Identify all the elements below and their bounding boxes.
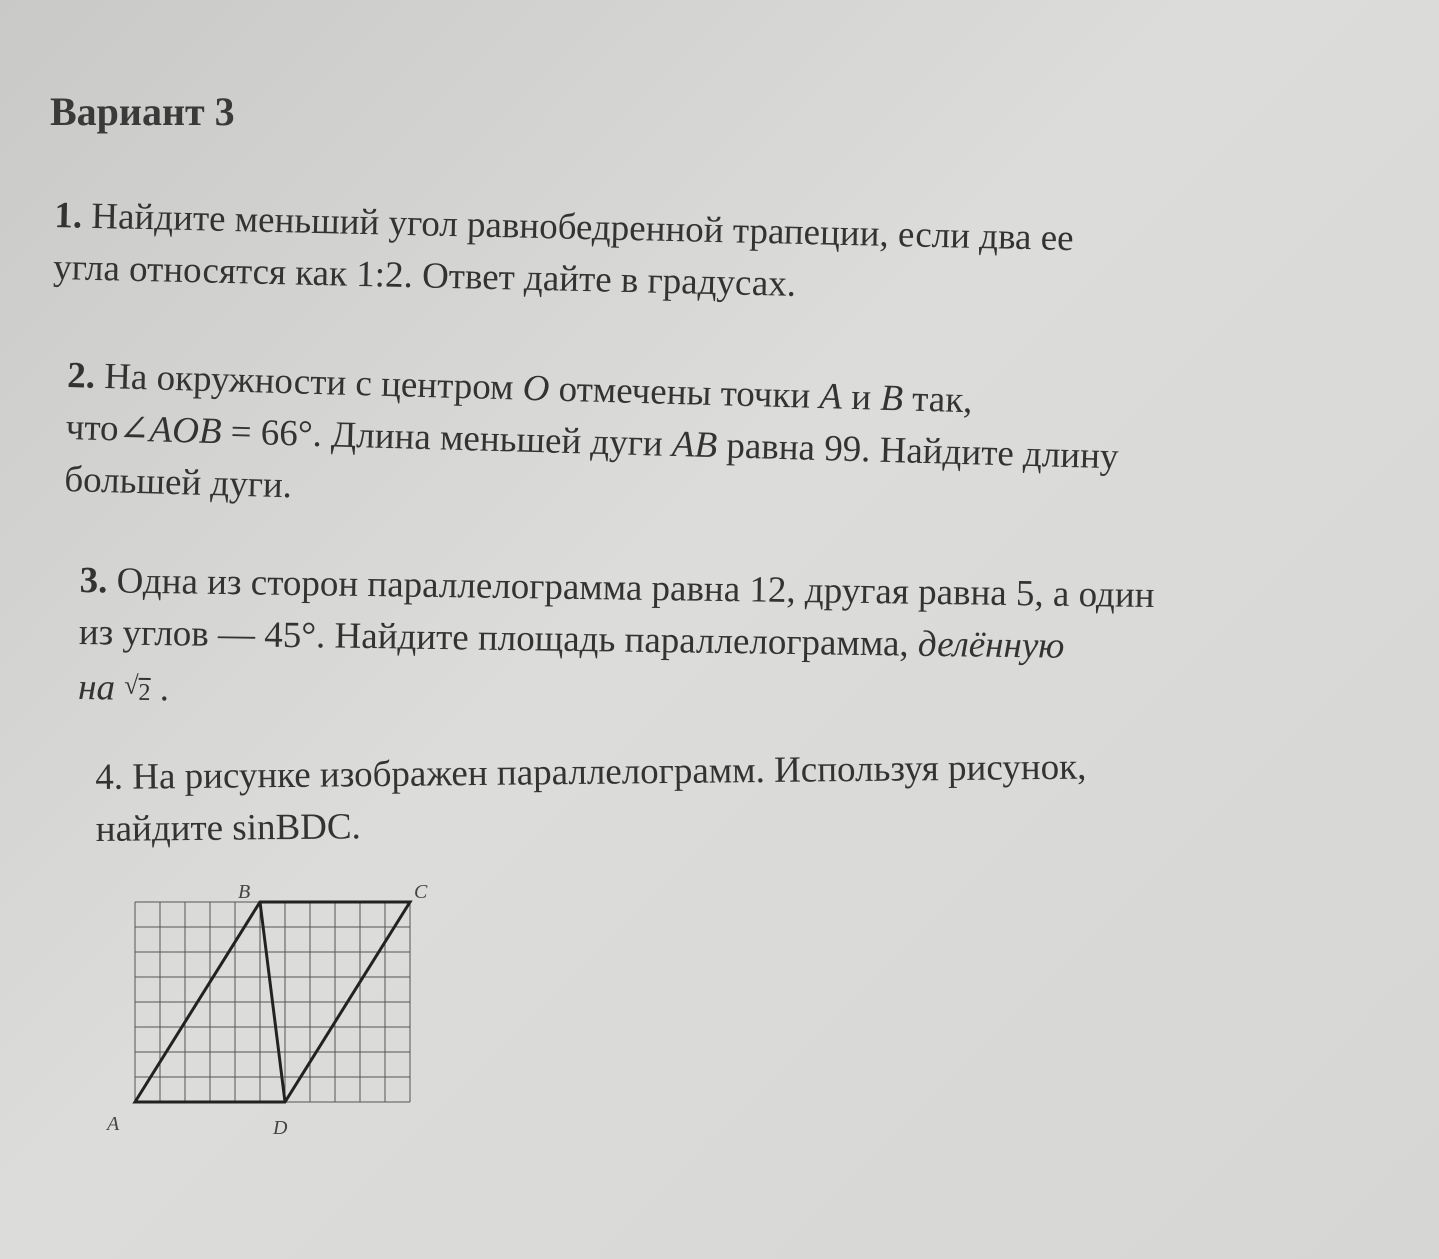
task-text: Одна из сторон параллелограмма равна 12, другая равна 5, а один [116,560,1155,617]
task-text: что∠ [65,406,151,451]
task-4 [95,742,1087,856]
task-text: Найдите меньший угол равнобедренной трапеции, если два ее [90,195,1075,260]
task-text: и [841,376,881,419]
task-1 [53,190,1075,317]
task-4-line-2: найдите sinBDC. [95,806,362,850]
task-text: так, [902,378,974,422]
task-text: На рисунке изображен параллелограмм. Используя рисунок, [132,746,1087,798]
task-text: = 66°. Длина меньшей дуги [220,411,673,465]
task-number: 1. [53,194,83,237]
task-text: из углов — 45°. Найдите площадь параллелограмма, [78,611,919,665]
angle-AOB: AOB [149,409,223,453]
point-O: O [522,367,551,410]
sqrt-sign: √ [124,670,139,700]
task-number: 3. [79,559,108,602]
point-A: A [818,376,843,418]
variant-title: Вариант 3 [50,89,235,134]
point-B: B [879,377,904,420]
vertex-label-B: B [238,881,251,903]
task-text-italic: делённую [917,623,1065,667]
task-text: отмечены точки [548,368,821,417]
task-4-line-1 [95,742,1087,804]
task-number: 4. [95,756,124,798]
vertex-label-D: D [273,1117,288,1139]
sqrt-argument: 2 [138,679,151,706]
vertex-label-C: C [414,881,428,903]
vertex-label-A: A [107,1113,120,1135]
parallelogram-figure [100,880,440,1140]
task-text-italic: на [77,666,116,709]
task-text: равна 99. Найдите длину [716,425,1120,478]
task-number: 2. [66,354,96,397]
task-text: . [159,668,170,710]
task-3 [78,555,1155,733]
task-2-line-3: большей дуги. [63,458,293,507]
grid-diagram [100,880,440,1140]
task-text: На окружности с центром [103,356,524,409]
task-1-line-2: угла относятся как 1:2. Ответ дайте в градусах. [52,246,797,305]
arc-AB: AB [671,423,718,467]
task-2 [64,350,1121,535]
